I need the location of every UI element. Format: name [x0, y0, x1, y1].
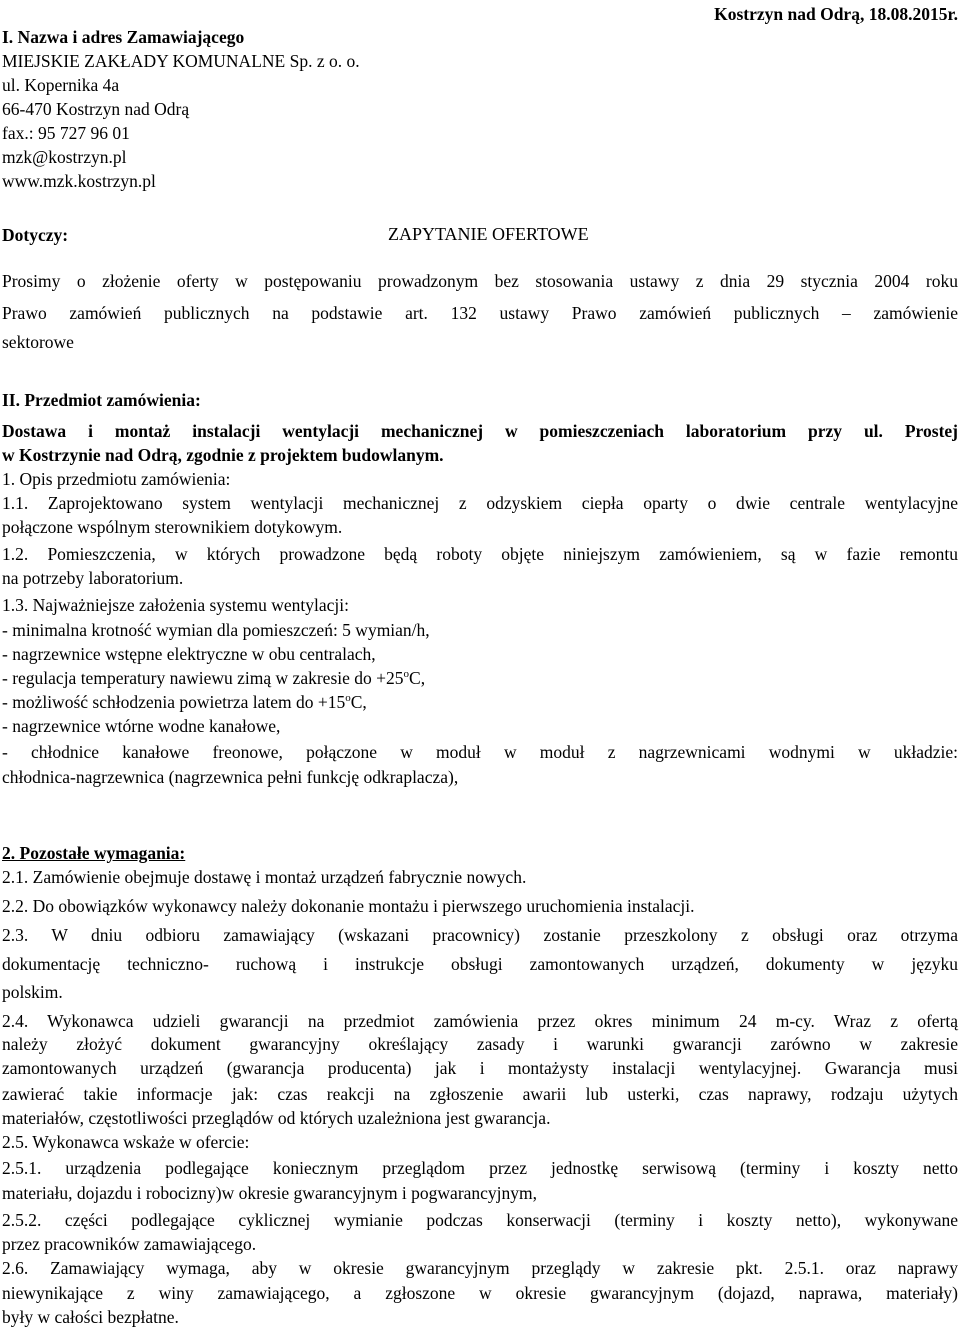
- point-1-2-line-1: 1.2. Pomieszczenia, w których prowadzone będą roboty objęte niniejszym zamówieniem, są w fazie remontu: [2, 544, 958, 564]
- point-2-3-line-1: 2.3. W dniu odbioru zamawiający (wskazani pracownicy) zostanie przeszkolony z obsługi oraz otrzyma: [2, 925, 958, 945]
- section1-title: I. Nazwa i adres Zamawiającego: [2, 27, 245, 47]
- section2-title: II. Przedmiot zamówienia:: [2, 390, 201, 410]
- order-subject-line-2: w Kostrzynie nad Odrą, zgodnie z projektem budowlanym.: [2, 445, 444, 465]
- company-fax: fax.: 95 727 96 01: [2, 123, 130, 143]
- point-2-3-line-2: dokumentację techniczno- ruchową i instrukcje obsługi zamontowanych urządzeń, dokumenty w języku: [2, 954, 958, 974]
- point-2-5-1-line-1: 2.5.1. urządzenia podlegające koniecznym przeglądom przez jednostkę serwisową (terminy i koszty netto: [2, 1158, 958, 1178]
- point-2-6-line-2: niewynikające z winy zamawiającego, a zgłoszone w okresie gwarancyjnym (dojazd, naprawa, materiały): [2, 1283, 958, 1303]
- requirement-item-continuation: chłodnica-nagrzewnica (nagrzewnica pełni funkcję odkraplacza),: [2, 767, 459, 787]
- company-city: 66-470 Kostrzyn nad Odrą: [2, 99, 190, 119]
- requirement-item: - nagrzewnice wtórne wodne kanałowe,: [2, 716, 281, 736]
- intro-line-2: Prawo zamówień publicznych na podstawie art. 132 ustawy Prawo zamówień publicznych – zamówienie: [2, 303, 958, 323]
- point-2-4-line-1: 2.4. Wykonawca udzieli gwarancji na przedmiot zamówienia przez okres minimum 24 m-cy. Wraz z ofertą: [2, 1011, 958, 1031]
- point-2-5-1-line-2: materiału, dojazdu i robocizny)w okresie gwarancyjnym i pogwarancyjnym,: [2, 1183, 538, 1203]
- description-title: 1. Opis przedmiotu zamówienia:: [2, 469, 231, 489]
- company-street: ul. Kopernika 4a: [2, 75, 120, 95]
- point-2-5-2-line-1: 2.5.2. części podlegające cyklicznej wymianie podczas konserwacji (terminy i koszty netto), wykonywane: [2, 1210, 958, 1230]
- intro-line-1: Prosimy o złożenie oferty w postępowaniu prowadzonym bez stosowania ustawy z dnia 29 stycznia 2004 roku: [2, 271, 958, 291]
- point-2-6-line-3: były w całości bezpłatne.: [2, 1307, 179, 1327]
- requirements-title: 2. Pozostałe wymagania:: [2, 843, 186, 863]
- point-2-6-line-1: 2.6. Zamawiający wymaga, aby w okresie gwarancyjnym przeglądy w zakresie pkt. 2.5.1. oraz naprawy: [2, 1258, 958, 1278]
- requirement-item: - możliwość schłodzenia powietrza latem do $+15^oC$,: [2, 692, 367, 712]
- requirement-item: - minimalna krotność wymian dla pomieszczeń: 5 wymian/h,: [2, 620, 430, 640]
- point-2-2: 2.2. Do obowiązków wykonawcy należy dokonanie montażu i pierwszego uruchomienia instalacji.: [2, 896, 695, 916]
- company-name: MIEJSKIE ZAKŁADY KOMUNALNE Sp. z o. o.: [2, 51, 360, 71]
- requirement-item: - chłodnice kanałowe freonowe, połączone w moduł w moduł z nagrzewnicami wodnymi w układzie:: [2, 742, 958, 762]
- point-2-4-line-4: zawierać takie informacje jak: czas reakcji na zgłoszenie awarii lub usterki, czas naprawy, rodzaju użytych: [2, 1084, 958, 1104]
- point-2-5-2-line-2: przez pracowników zamawiającego.: [2, 1234, 257, 1254]
- point-2-5: 2.5. Wykonawca wskaże w ofercie:: [2, 1132, 250, 1152]
- document-date: Kostrzyn nad Odrą, 18.08.2015r.: [714, 4, 958, 24]
- point-2-1: 2.1. Zamówienie obejmuje dostawę i montaż urządzeń fabrycznie nowych.: [2, 867, 527, 887]
- point-2-3-line-3: polskim.: [2, 982, 63, 1002]
- document-title: ZAPYTANIE OFERTOWE: [388, 224, 589, 244]
- company-website: www.mzk.kostrzyn.pl: [2, 171, 156, 191]
- point-2-4-line-2: należy złożyć dokument gwarancyjny określający zasady i warunki gwarancji zarówno w zakresie: [2, 1034, 958, 1054]
- point-2-4-line-3: zamontowanych urządzeń (gwarancja producenta) jak i montażysty instalacji wentylacyjnej. Gwarancja musi: [2, 1058, 958, 1078]
- requirement-item: - nagrzewnice wstępne elektryczne w obu centralach,: [2, 644, 376, 664]
- point-1-2-line-2: na potrzeby laboratorium.: [2, 568, 184, 588]
- point-1-1-line-1: 1.1. Zaprojektowano system wentylacji mechanicznej z odzyskiem ciepła oparty o dwie centrale wentylacyjne: [2, 493, 958, 513]
- company-email: mzk@kostrzyn.pl: [2, 147, 127, 167]
- point-1-3-title: 1.3. Najważniejsze założenia systemu wentylacji:: [2, 595, 349, 615]
- point-2-4-line-5: materiałów, częstotliwości przeglądów od których uzależniona jest gwarancja.: [2, 1108, 551, 1128]
- requirement-item: - regulacja temperatury nawiewu zimą w zakresie do $+25^oC$,: [2, 668, 426, 688]
- intro-line-3: sektorowe: [2, 332, 74, 352]
- order-subject-line-1: Dostawa i montaż instalacji wentylacji mechanicznej w pomieszczeniach laboratorium przy ul. Prostej: [2, 421, 958, 441]
- subject-label: Dotyczy:: [2, 225, 69, 245]
- point-1-1-line-2: połączone wspólnym sterownikiem dotykowym.: [2, 517, 343, 537]
